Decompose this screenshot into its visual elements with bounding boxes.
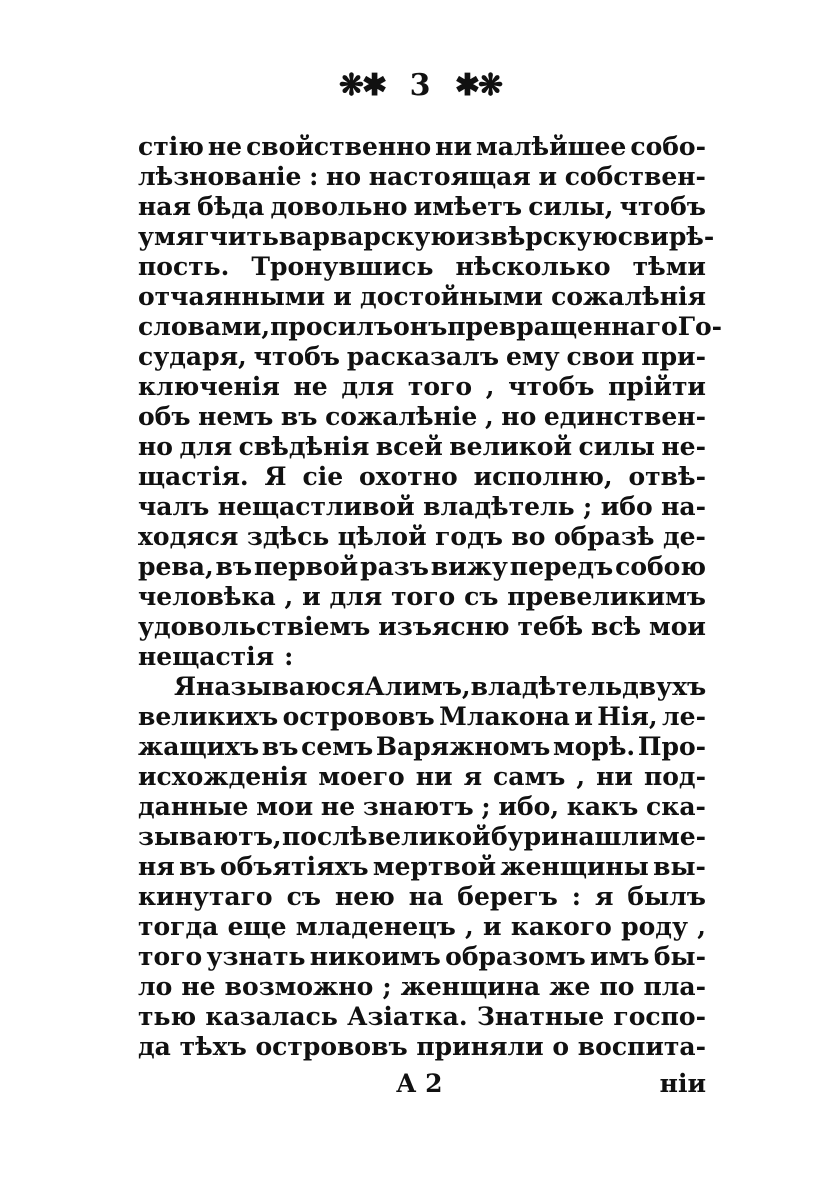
word: жащихъ	[138, 732, 260, 761]
word: тѣми	[632, 252, 706, 281]
text-line	[138, 492, 706, 522]
word: чалъ	[138, 492, 210, 521]
signature-mark: А 2	[396, 1069, 443, 1098]
word: отвѣ-	[628, 462, 706, 491]
word: берегъ	[457, 882, 558, 911]
word: тогда	[138, 912, 219, 941]
text-line	[138, 942, 706, 972]
word: Азіатка.	[347, 1002, 468, 1031]
text-line	[138, 912, 706, 942]
word: :	[284, 642, 294, 671]
word: сожалѣніе	[325, 402, 478, 431]
word: ,	[485, 372, 495, 401]
word: нѣсколько	[455, 252, 611, 281]
word: ,	[576, 762, 586, 791]
word: собствен-	[564, 162, 706, 191]
word: образомъ	[445, 942, 586, 971]
word: владѣтель	[423, 492, 575, 521]
ornament-left-icon: ❋✱	[338, 68, 386, 103]
word: человѣка	[138, 582, 276, 611]
word: ни	[435, 132, 472, 161]
word: ибо,	[498, 792, 560, 821]
catchword: ніи	[659, 1069, 706, 1098]
word: свойственно	[246, 132, 432, 161]
word: и	[538, 162, 557, 191]
word: де-	[662, 522, 706, 551]
text-line	[138, 312, 723, 342]
word: настоящая	[368, 162, 531, 191]
word: семъ	[301, 732, 374, 761]
text-line	[138, 462, 706, 492]
word: Тронувшись	[251, 252, 434, 281]
text-line	[138, 282, 706, 312]
word: для	[341, 372, 395, 401]
word: съ	[464, 582, 499, 611]
word: Варяжномъ	[375, 732, 551, 761]
text-line	[138, 132, 706, 162]
word: данные	[138, 792, 249, 821]
word: въ	[280, 402, 318, 431]
word: узнать	[206, 942, 306, 971]
word: младенецъ	[295, 912, 456, 941]
word: называюся	[196, 672, 365, 701]
word: какъ	[566, 792, 639, 821]
text-line	[138, 702, 706, 732]
word: немъ	[198, 402, 274, 431]
word: того	[407, 372, 473, 401]
word: острововъ	[282, 702, 435, 731]
word: свѣдѣнія	[238, 432, 370, 461]
word: въ	[215, 552, 253, 581]
word: бури	[490, 822, 560, 851]
word: зываютъ,	[138, 822, 282, 851]
word: нашли	[560, 822, 658, 851]
word: съ	[286, 882, 321, 911]
word: нею	[334, 882, 395, 911]
word: сударя,	[138, 342, 247, 371]
text-line	[138, 612, 706, 642]
paragraph-1	[138, 132, 723, 672]
word: кинутаго	[138, 882, 273, 911]
word: довольно	[270, 192, 408, 221]
word: расказалъ	[346, 342, 500, 371]
word: ходяся	[138, 522, 239, 551]
text-line	[138, 672, 706, 702]
word: роду	[621, 912, 688, 941]
text-line	[138, 882, 706, 912]
word: собо-	[630, 132, 706, 161]
word: удовольствіемъ	[138, 612, 371, 641]
text-line	[138, 582, 706, 612]
word: щастія.	[138, 462, 249, 491]
word: казалась	[205, 1002, 338, 1031]
word: звѣрскую	[474, 222, 618, 251]
word: ,	[284, 582, 294, 611]
text-line	[138, 552, 706, 582]
word: сіе	[302, 462, 344, 491]
word: и	[455, 222, 475, 251]
word: :	[571, 882, 581, 911]
word: того	[391, 582, 456, 611]
word: женщина	[400, 972, 541, 1001]
word: при-	[641, 342, 706, 371]
word: ,	[484, 402, 494, 431]
word: ни	[596, 762, 633, 791]
word: умягчить	[138, 222, 279, 251]
word: сожалѣнія	[551, 282, 706, 311]
word: для	[179, 432, 233, 461]
word: Знатные	[476, 1002, 605, 1031]
word: вижу	[430, 552, 508, 581]
word: самъ	[493, 762, 566, 791]
word: превеликимъ	[507, 582, 706, 611]
text-line	[138, 192, 706, 222]
word: на	[408, 882, 444, 911]
word: ,	[461, 672, 471, 701]
word: Я	[264, 462, 287, 491]
word: для	[329, 582, 383, 611]
word: и	[483, 912, 502, 941]
word: вы-	[653, 852, 706, 881]
word: Алимъ	[364, 672, 462, 701]
word: передъ	[509, 552, 614, 581]
word: острововъ	[255, 1032, 408, 1061]
word: великой	[367, 822, 491, 851]
text-line	[138, 642, 706, 672]
word: ;	[382, 972, 392, 1001]
word: ,	[697, 912, 706, 941]
word: здѣсь	[246, 522, 330, 551]
word: свирѣ-	[617, 222, 715, 251]
word: Нія,	[597, 702, 658, 731]
word: пость.	[138, 252, 230, 281]
word: мои	[649, 612, 706, 641]
text-line	[138, 732, 706, 762]
word: охотно	[358, 462, 458, 491]
word: варварскую	[278, 222, 456, 251]
word: двухъ	[622, 672, 707, 701]
word: чтобъ	[508, 372, 595, 401]
word: нещастія	[138, 642, 275, 671]
word: тебѣ	[517, 612, 584, 641]
text-line	[138, 762, 706, 792]
word: объятіяхъ	[220, 852, 369, 881]
word: ибо	[600, 492, 653, 521]
text-line	[138, 822, 706, 852]
running-header	[0, 66, 840, 106]
word: отчаянными	[138, 282, 326, 311]
word: не	[320, 792, 356, 821]
word: достойными	[360, 282, 543, 311]
word: владѣтель	[470, 672, 623, 701]
word: ная	[138, 192, 191, 221]
word: не-	[661, 432, 706, 461]
word: словами,	[138, 312, 271, 341]
text-line	[138, 792, 706, 822]
word: :	[309, 162, 319, 191]
text-line	[138, 402, 706, 432]
word: прійти	[608, 372, 706, 401]
word: лѣзнованіе	[138, 162, 302, 191]
word: имъ	[590, 942, 650, 971]
word: во	[511, 522, 546, 551]
word: мои	[256, 792, 314, 821]
word: женщины	[500, 852, 649, 881]
word: же	[549, 972, 591, 1001]
word: единствен-	[543, 402, 706, 431]
word: образѣ	[553, 522, 655, 551]
word: первой	[253, 552, 359, 581]
word: я	[594, 882, 614, 911]
text-line	[138, 342, 706, 372]
text-line	[138, 162, 706, 192]
word: приняли	[416, 1032, 544, 1061]
word: Го-	[677, 312, 723, 341]
paragraph-2	[138, 672, 706, 1062]
word: всѣ	[590, 612, 642, 641]
text-line	[138, 1002, 706, 1032]
word: я	[463, 762, 483, 791]
word: возможно	[224, 972, 374, 1001]
word: великихъ	[138, 702, 279, 731]
text-line	[138, 252, 706, 282]
word: морѣ.	[552, 732, 636, 761]
word: тью	[138, 1002, 197, 1031]
word: исхожденія	[138, 762, 308, 791]
word: просилъ	[270, 312, 394, 341]
word: пла-	[643, 972, 706, 1001]
word: исполню,	[473, 462, 613, 491]
word: рева,	[138, 552, 214, 581]
text-line	[138, 432, 706, 462]
word: ня	[138, 852, 175, 881]
word: ;	[481, 792, 491, 821]
word: Я	[174, 672, 197, 701]
word: свои	[566, 342, 635, 371]
word: силы	[578, 432, 655, 461]
word: ключенія	[138, 372, 280, 401]
page-footer	[138, 1067, 706, 1101]
word: былъ	[627, 882, 706, 911]
word: имѣетъ	[413, 192, 523, 221]
word: моего	[318, 762, 405, 791]
word: никоимъ	[309, 942, 441, 971]
text-line	[138, 852, 706, 882]
word: собою	[615, 552, 706, 581]
word: ле-	[662, 702, 706, 731]
text-line	[138, 222, 715, 252]
word: госпо-	[613, 1002, 706, 1031]
word: но	[326, 162, 361, 191]
word: ;	[583, 492, 593, 521]
word: воспита-	[577, 1032, 706, 1061]
word: въ	[261, 732, 299, 761]
word: но	[501, 402, 537, 431]
word: цѣлой	[337, 522, 427, 551]
word: объ	[138, 402, 191, 431]
word: бѣда	[197, 192, 265, 221]
word: Про-	[637, 732, 706, 761]
word: и	[333, 282, 352, 311]
page-text	[138, 132, 723, 1062]
word: нещастливой	[217, 492, 415, 521]
text-line	[138, 1032, 706, 1062]
word: всей	[375, 432, 443, 461]
word: ме-	[658, 822, 706, 851]
word: чтобъ	[619, 192, 706, 221]
word: чтобъ	[253, 342, 340, 371]
word: какого	[510, 912, 612, 941]
word: но	[138, 432, 173, 461]
word: еще	[227, 912, 287, 941]
word: под-	[643, 762, 706, 791]
word: превращеннаго	[447, 312, 678, 341]
word: ему	[505, 342, 560, 371]
word: ска-	[646, 792, 706, 821]
word: силы,	[528, 192, 614, 221]
page-number: 3	[409, 68, 431, 103]
word: не	[181, 972, 216, 1001]
word: послѣ	[282, 822, 368, 851]
word: о	[552, 1032, 570, 1061]
ornament-right-icon: ✱❋	[454, 68, 502, 103]
word: тѣхъ	[179, 1032, 247, 1061]
word: ло	[138, 972, 173, 1001]
word: изъясню	[378, 612, 510, 641]
word: и	[302, 582, 321, 611]
text-line	[138, 522, 706, 552]
word: стію	[138, 132, 204, 161]
word: не	[207, 132, 243, 161]
word: малѣйшее	[476, 132, 627, 161]
word: и	[574, 702, 593, 731]
word: Млакона	[439, 702, 570, 731]
word: бы-	[653, 942, 706, 971]
word: знаютъ	[362, 792, 474, 821]
word: не	[293, 372, 328, 401]
word: по	[599, 972, 635, 1001]
word: разъ	[360, 552, 429, 581]
text-line	[138, 372, 706, 402]
word: на-	[661, 492, 706, 521]
word: годъ	[435, 522, 503, 551]
word: ,	[465, 912, 474, 941]
word: въ	[179, 852, 216, 881]
word: того	[138, 942, 203, 971]
word: ни	[415, 762, 453, 791]
word: великой	[449, 432, 573, 461]
word: да	[138, 1032, 171, 1061]
text-line	[138, 972, 706, 1002]
word: мертвой	[372, 852, 497, 881]
word: онъ	[393, 312, 448, 341]
